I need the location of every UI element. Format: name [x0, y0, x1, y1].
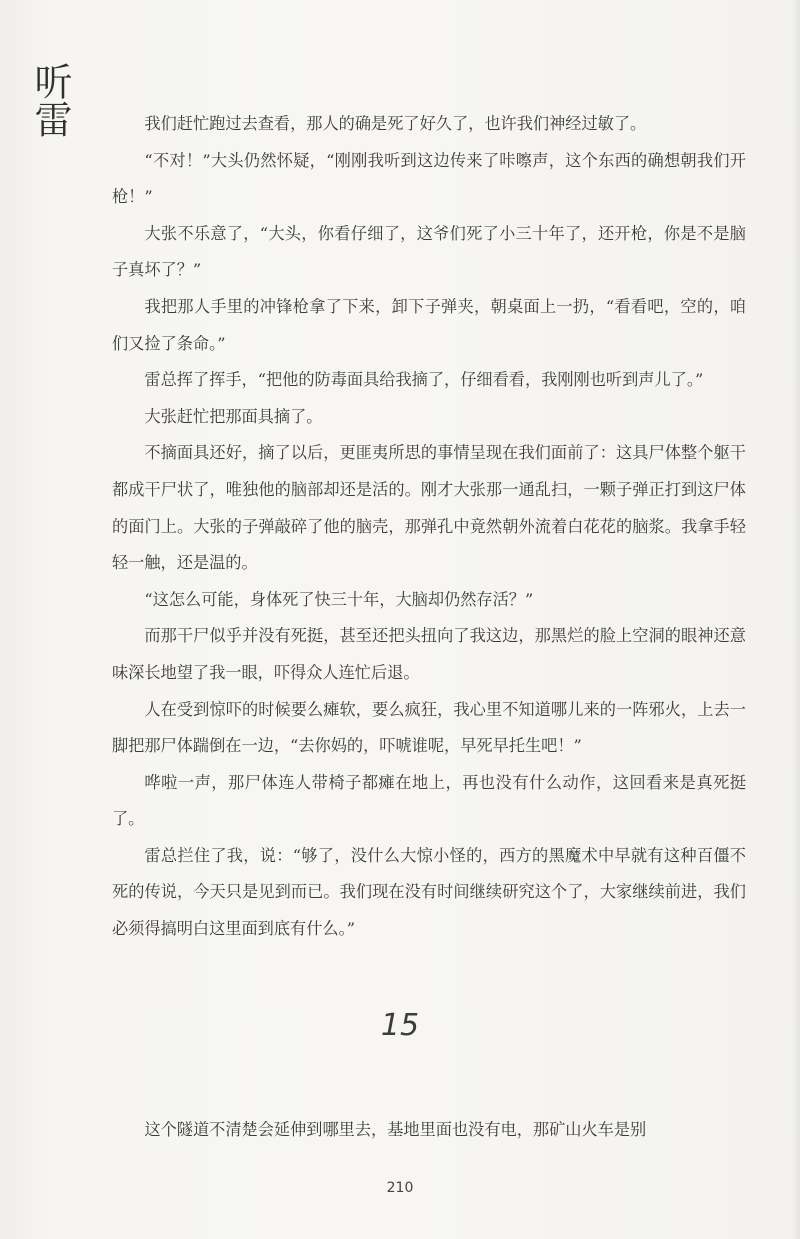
paragraph: 哗啦一声，那尸体连人带椅子都瘫在地上，再也没有什么动作，这回看来是真死挺了。 [112, 772, 746, 829]
body-text [112, 106, 746, 948]
paragraph: 我把那人手里的冲锋枪拿了下来，卸下子弹夹，朝桌面上一扔，“看看吧，空的，咱们又捡了条命。” [112, 296, 746, 353]
paragraph: 大张不乐意了，“大头，你看仔细了，这爷们死了小三十年了，还开枪，你是不是脑子真坏了？” [112, 223, 746, 280]
page-edge-shadow [792, 0, 800, 1239]
paragraph: 大张赶忙把那面具摘了。 [144, 406, 323, 426]
chapter-number: 15 [380, 1008, 420, 1043]
paragraph: 人在受到惊吓的时候要么瘫软，要么疯狂，我心里不知道哪儿来的一阵邪火，上去一脚把那尸体踹倒在一边，“去你妈的，吓唬谁呢，早死早托生吧！” [112, 699, 746, 756]
paragraph: 我们赶忙跑过去查看，那人的确是死了好久了，也许我们神经过敏了。 [144, 114, 647, 133]
book-title: 听雷 [28, 62, 72, 138]
paragraph: “不对！”大头仍然怀疑，“刚刚我听到这边传来了咔嚓声，这个东西的确想朝我们开枪！” [112, 150, 746, 207]
paragraph: 雷总拦住了我，说：“够了，没什么大惊小怪的，西方的黑魔术中早就有这种百僵不死的传说，今天只是见到而已。我们现在没有时间继续研究这个了，大家继续前进，我们必须得搞明白这里面到底有什么。” [112, 845, 746, 939]
paragraph: 这个隧道不清楚会延伸到哪里去，基地里面也没有电，那矿山火车是别 [144, 1120, 647, 1139]
chapter-text [112, 1112, 746, 1149]
paragraph: “这怎么可能，身体死了快三十年，大脑却仍然存活？” [144, 589, 534, 609]
paragraph: 不摘面具还好，摘了以后，更匪夷所思的事情呈现在我们面前了：这具尸体整个躯干都成干尸状了，唯独他的脑部却还是活的。刚才大张那一通乱扫，一颗子弹正打到这尸体的面门上。大张的子弹敲碎了他的脑壳，那弹孔中竟然朝外流着白花花的脑浆。我拿手轻轻一触，还是温的。 [112, 443, 746, 573]
paragraph: 而那干尸似乎并没有死挺，甚至还把头扭向了我这边，那黑烂的脸上空洞的眼神还意味深长地望了我一眼，吓得众人连忙后退。 [112, 626, 746, 682]
page-number: 210 [386, 1180, 414, 1196]
paragraph: 雷总挥了挥手，“把他的防毒面具给我摘了，仔细看看，我刚刚也听到声儿了。” [144, 370, 704, 390]
